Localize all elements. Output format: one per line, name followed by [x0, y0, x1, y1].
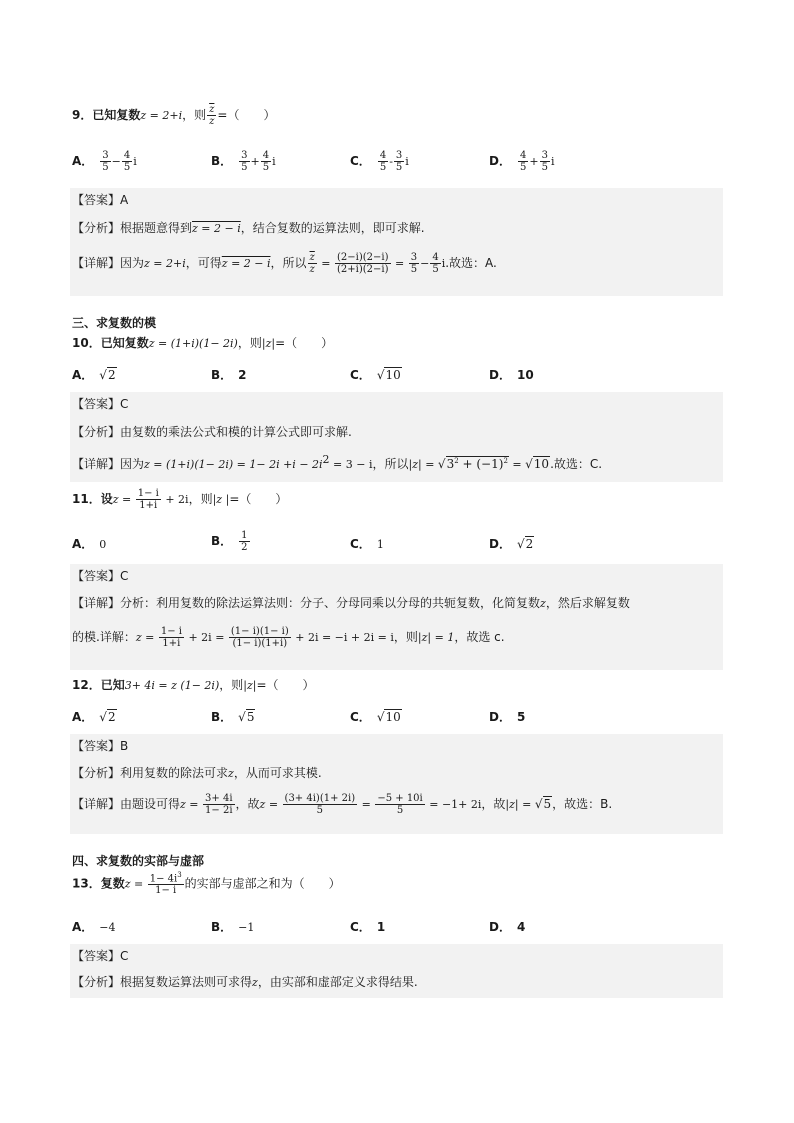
q11-detail-line2: 的模.详解：z = $\frac{1- i}{1+i}$ + 2i = $\frac{(1- i)(1- i)}{(1- i)(1+i)}$ + 2i = −i + 2i = i，则|z| = 1，故选 c. — [72, 626, 505, 649]
q11-option-b[interactable]: B． $\frac{1}{2}$ — [211, 530, 248, 553]
q10-detail: 【详解】因为$z = (1+i)(1- 2i) = 1- 2i +i - 2i^2 = 3 - i$，所以$|z| = √3^2 + (-1)^2 = √10$.故选：C. — [72, 453, 603, 471]
q9-option-a[interactable]: A． $\frac{3}{5}$ − $\frac{4}{5}$ i — [72, 150, 137, 173]
q13-answer: 【答案】C — [72, 949, 129, 963]
q9-option-b[interactable]: B． $\frac{3}{5}$ + $\frac{4}{5}$ i — [211, 150, 276, 173]
q12-stem: 12．已知3+ 4i = z (1− 2i)，则|z|=（ ） — [72, 678, 315, 692]
q9-option-d[interactable]: D． $\frac{4}{5}$ + $\frac{3}{5}$ i — [489, 150, 555, 173]
q12-option-d[interactable]: D． 5 — [489, 710, 526, 724]
q12-analysis: 【分析】利用复数的除法可求z，从而可求其模. — [72, 766, 322, 780]
q10-option-c[interactable]: C． √10 — [350, 368, 401, 382]
q11-solution-box — [70, 564, 723, 670]
q9-analysis: 【分析】根据题意得到z = 2 − i，结合复数的运算法则，即可求解. — [72, 221, 425, 235]
q13-option-a[interactable]: A． −4 — [72, 920, 116, 934]
q11-option-a[interactable]: A． 0 — [72, 537, 107, 551]
q10-answer: 【答案】C — [72, 397, 129, 411]
q11-option-c[interactable]: C． 1 — [350, 537, 384, 551]
q10-option-d[interactable]: D． 10 — [489, 368, 534, 382]
q9-solution-box — [70, 188, 723, 296]
q11-stem: 11．设z = $\frac{1- i}{1+i}$ + 2i，则|z |=（ ） — [72, 488, 288, 511]
q13-option-d[interactable]: D． 4 — [489, 920, 526, 934]
q13-analysis: 【分析】根据复数运算法则可求得z，由实部和虚部定义求得结果. — [72, 975, 418, 989]
q9-stem: 9．已知复数z = 2+i，则 $\frac{\overline{z}}{z}$ =（ ） — [72, 104, 276, 127]
q11-answer: 【答案】C — [72, 569, 129, 583]
q10-analysis: 【分析】由复数的乘法公式和模的计算公式即可求解. — [72, 425, 352, 439]
q11-option-d[interactable]: D． √2 — [489, 537, 534, 551]
section-3-title: 三、求复数的模 — [72, 316, 157, 330]
q10-option-a[interactable]: A． √2 — [72, 368, 116, 382]
q9-stem-fraction: $\frac{\overline{z}}{z}$ — [209, 104, 215, 127]
q12-option-c[interactable]: C． √10 — [350, 710, 401, 724]
q13-stem: 13．复数z = $\frac{1- 4i^3}{1- i}$ 的实部与虚部之和为（ ） — [72, 871, 341, 897]
q10-stem: 10．已知复数z = (1+i)(1− 2i)，则|z|=（ ） — [72, 336, 334, 350]
q9-option-c[interactable]: C． $\frac{4}{5}$ - $\frac{3}{5}$ i — [350, 150, 409, 173]
q13-option-c[interactable]: C． 1 — [350, 920, 386, 934]
q10-option-b[interactable]: B． 2 — [211, 368, 247, 382]
q9-answer: 【答案】A — [72, 193, 129, 207]
q9-detail: 【详解】因为z = 2+i，可得z = 2 − i，所以 $\frac{\overline{z}}{z}$ = $\frac{(2-i)(2-i)}{(2+i)(2-i)}$ = $\frac{3}{5}$ − $\frac{4}{5}$ i.故选：A. — [72, 252, 497, 275]
q12-option-a[interactable]: A． √2 — [72, 710, 116, 724]
q12-answer: 【答案】B — [72, 739, 129, 753]
section-4-title: 四、求复数的实部与虚部 — [72, 854, 205, 868]
q12-solution-box — [70, 734, 723, 834]
q12-option-b[interactable]: B． √5 — [211, 710, 255, 724]
q13-option-b[interactable]: B． −1 — [211, 920, 255, 934]
q11-detail-line1: 【详解】分析：利用复数的除法运算法则：分子、分母同乘以分母的共轭复数，化简复数z，然后求解复数 — [72, 596, 630, 610]
q12-detail: 【详解】由题设可得z = $\frac{3+ 4i}{1- 2i}$ ，故z = $\frac{(3+ 4i)(1+ 2i)}{5}$ = $\frac{-5 + 10i}{5}$ = −1+ 2i，故|z| = √5，故选：B. — [72, 793, 613, 816]
